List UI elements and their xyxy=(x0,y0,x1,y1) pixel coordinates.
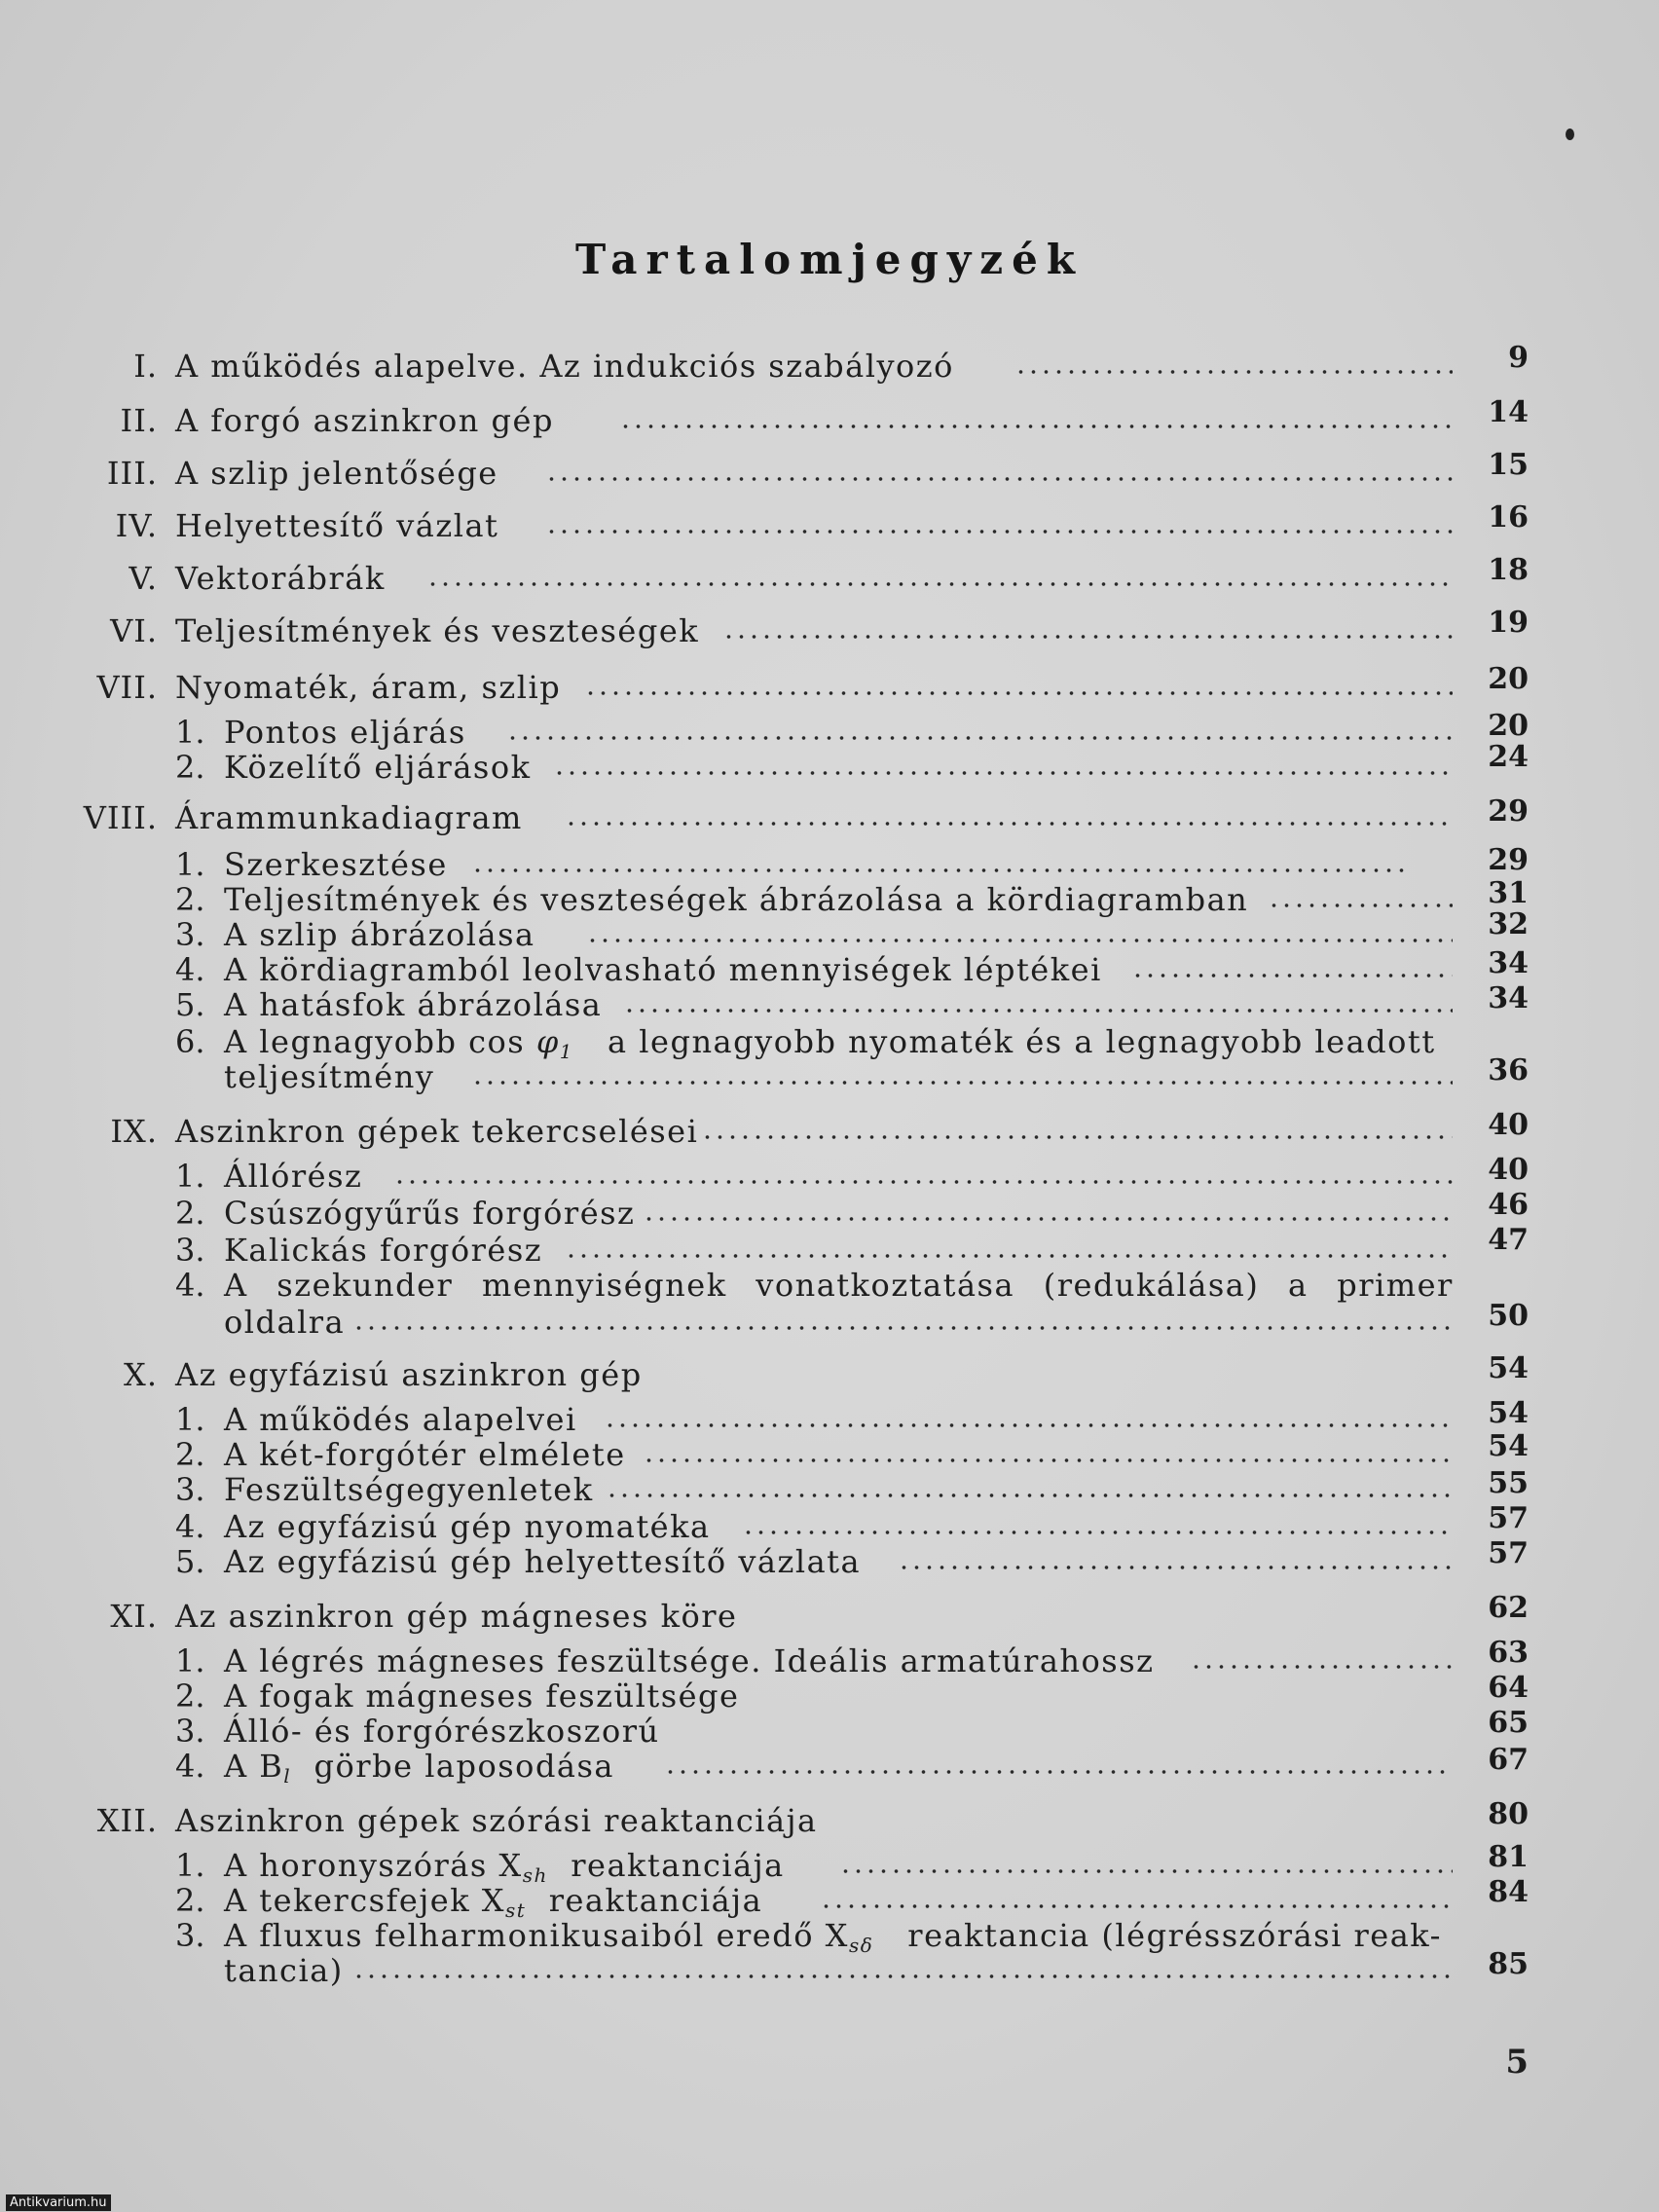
page-number: 34 xyxy=(1488,981,1529,1015)
toc-section-continued xyxy=(0,1947,1659,1990)
page-number: 67 xyxy=(1488,1743,1529,1777)
section-title-part: A B xyxy=(224,1748,284,1785)
toc-section xyxy=(0,1266,1659,1305)
page-number: 81 xyxy=(1488,1840,1529,1874)
page-number: 65 xyxy=(1488,1706,1529,1740)
dot-leader xyxy=(545,477,1453,481)
dot-leader xyxy=(1268,903,1453,907)
section-number: 4. xyxy=(175,1267,205,1304)
chapter-title: Az aszinkron gép mágneses köre xyxy=(175,1598,738,1635)
section-title: Teljesítmények és veszteségek ábrázolása a kördiagramban xyxy=(224,881,1249,918)
dot-leader xyxy=(643,1458,1453,1462)
chapter-title: Aszinkron gépek szórási reaktanciája xyxy=(175,1802,818,1839)
toc-section xyxy=(0,1223,1659,1270)
dot-leader xyxy=(820,1904,1453,1908)
chapter-title: Helyettesítő vázlat xyxy=(175,507,499,544)
page-number: 32 xyxy=(1488,907,1529,941)
dot-leader xyxy=(1190,1665,1453,1669)
section-title xyxy=(224,1747,614,1795)
toc-section xyxy=(0,1536,1659,1581)
chapter-title: Nyomaték, áram, szlip xyxy=(175,669,562,706)
chapter-title: Aszinkron gépek tekercselései xyxy=(175,1113,699,1150)
page-number: 85 xyxy=(1488,1947,1529,1981)
page-number: 14 xyxy=(1488,395,1529,429)
chapter-title: A forgó aszinkron gép xyxy=(175,402,554,439)
page-number: 31 xyxy=(1488,876,1529,910)
toc-section xyxy=(0,845,1659,884)
page-number: 84 xyxy=(1488,1875,1529,1909)
section-number: 3. xyxy=(175,1713,205,1750)
chapter-number: X. xyxy=(124,1356,158,1393)
dot-leader xyxy=(586,939,1453,942)
dot-leader xyxy=(722,635,1453,639)
section-title: Szerkesztése xyxy=(224,846,448,883)
section-title-part: A legnagyobb cos xyxy=(224,1023,526,1060)
chapter-title: Vektorábrák xyxy=(175,560,386,597)
section-title-line2: tancia) xyxy=(224,1952,344,1989)
folio-page-number: 5 xyxy=(1505,2043,1529,2082)
section-title-part: reaktanciája xyxy=(571,1847,785,1884)
section-title-line2: oldalra xyxy=(224,1304,346,1341)
chapter-title: Az egyfázisú aszinkron gép xyxy=(175,1356,643,1393)
page-number: 57 xyxy=(1488,1501,1529,1535)
section-number: 6. xyxy=(175,1023,205,1060)
toc-chapter-3 xyxy=(0,448,1659,493)
toc-section xyxy=(0,907,1659,954)
section-number: 2. xyxy=(175,749,205,786)
page-number: 9 xyxy=(1508,341,1529,375)
toc-section xyxy=(0,981,1659,1024)
dot-leader xyxy=(393,1180,1453,1184)
dot-leader xyxy=(606,1493,1453,1497)
toc-section xyxy=(0,1636,1659,1680)
section-number: 3. xyxy=(175,916,205,953)
toc-section xyxy=(0,946,1659,989)
dot-leader xyxy=(643,1217,1453,1221)
section-number: 2. xyxy=(175,1882,205,1919)
section-number: 3. xyxy=(175,1232,205,1269)
chapter-number: V. xyxy=(129,560,158,597)
toc-section xyxy=(0,1153,1659,1196)
section-number: 5. xyxy=(175,1543,205,1580)
dot-leader xyxy=(839,1869,1453,1873)
phi-symbol: φ xyxy=(535,1023,560,1060)
toc-chapter-9 xyxy=(0,1108,1659,1151)
toc-chapter-8 xyxy=(0,794,1659,837)
page-number: 16 xyxy=(1488,500,1529,535)
dot-leader xyxy=(565,1254,1453,1258)
toc-section xyxy=(0,1022,1659,1061)
page-number: 40 xyxy=(1488,1153,1529,1187)
toc-section xyxy=(0,1840,1659,1887)
page-number: 57 xyxy=(1488,1536,1529,1570)
page-number: 64 xyxy=(1488,1671,1529,1705)
section-number: 2. xyxy=(175,1195,205,1232)
section-title-part: A fluxus felharmonikusaiból eredő X xyxy=(224,1917,849,1954)
page-number: 54 xyxy=(1488,1396,1529,1430)
page-number: 19 xyxy=(1488,606,1529,640)
section-number: 1. xyxy=(175,714,205,751)
dot-leader xyxy=(352,1974,1453,1978)
section-title: Pontos eljárás xyxy=(224,714,466,751)
page-number: 40 xyxy=(1488,1108,1529,1142)
section-number: 2. xyxy=(175,1436,205,1473)
page-number: 47 xyxy=(1488,1223,1529,1257)
section-title: A légrés mágneses feszültsége. Ideális armatúrahossz xyxy=(224,1642,1155,1679)
section-title-line2: teljesítmény xyxy=(224,1058,435,1095)
section-title-part: reaktancia (légrésszórási reak- xyxy=(907,1917,1442,1954)
toc-section-continued xyxy=(0,1053,1659,1096)
section-title: Az egyfázisú gép nyomatéka xyxy=(224,1508,711,1545)
section-number: 1. xyxy=(175,846,205,883)
toc-section xyxy=(0,1501,1659,1546)
section-number: 3. xyxy=(175,1917,205,1954)
chapter-number: III. xyxy=(106,455,158,492)
section-number: 1. xyxy=(175,1401,205,1438)
section-title: Csúszógyűrűs forgórész xyxy=(224,1195,636,1232)
section-number: 1. xyxy=(175,1158,205,1195)
page-number: 34 xyxy=(1488,946,1529,980)
dot-leader xyxy=(1014,370,1453,374)
dot-leader xyxy=(506,736,1453,740)
dot-leader xyxy=(553,771,1453,775)
section-number: 2. xyxy=(175,881,205,918)
dot-leader xyxy=(352,1326,1453,1330)
section-title: Feszültségegyenletek xyxy=(224,1471,594,1508)
chapter-number: VIII. xyxy=(83,799,158,836)
section-number: 2. xyxy=(175,1677,205,1714)
toc-section xyxy=(0,1429,1659,1474)
subscript: sδ xyxy=(848,1934,874,1957)
section-title: Állórész xyxy=(224,1158,363,1195)
section-title: A fogak mágneses feszültsége xyxy=(224,1677,740,1714)
dot-leader xyxy=(426,582,1453,586)
toc-chapter-6 xyxy=(0,606,1659,650)
toc-chapter-2 xyxy=(0,395,1659,440)
dot-leader xyxy=(742,1530,1453,1534)
page-number: 15 xyxy=(1488,448,1529,482)
section-title: Az egyfázisú gép helyettesítő vázlata xyxy=(224,1543,862,1580)
page-title: Tartalomjegyzék xyxy=(575,236,1084,283)
dot-leader xyxy=(1131,974,1453,977)
chapter-number: IV. xyxy=(115,507,158,544)
section-title: A hatásfok ábrázolása xyxy=(224,986,603,1023)
section-title: A két-forgótér elmélete xyxy=(224,1436,626,1473)
page-number: 29 xyxy=(1488,794,1529,829)
section-title: A szlip ábrázolása xyxy=(224,916,535,953)
toc-section xyxy=(0,1743,1659,1788)
section-title: A kördiagramból leolvasható mennyiségek léptékei xyxy=(224,951,1102,988)
page-number: 80 xyxy=(1488,1797,1529,1831)
page-number: 20 xyxy=(1488,662,1529,696)
page-number: 54 xyxy=(1488,1429,1529,1463)
subscript: st xyxy=(505,1899,527,1922)
section-title-part: A horonyszórás X xyxy=(224,1847,523,1884)
dot-leader xyxy=(584,691,1453,695)
page-number: 55 xyxy=(1488,1466,1529,1500)
dot-leader xyxy=(471,868,1406,872)
dot-leader xyxy=(471,1081,1453,1085)
section-title-line1: A szekunder mennyiségnek vonatkoztatása (redukálása) a primer xyxy=(224,1267,1454,1304)
watermark: Antikvarium.hu xyxy=(6,2194,111,2211)
toc-chapter-10 xyxy=(0,1351,1659,1394)
page-number: 36 xyxy=(1488,1053,1529,1088)
page-number: 62 xyxy=(1488,1591,1529,1625)
chapter-title: Teljesítmények és veszteségek xyxy=(175,612,700,649)
dot-leader xyxy=(898,1566,1453,1569)
toc-section xyxy=(0,1188,1659,1233)
toc-section xyxy=(0,1671,1659,1715)
toc-section xyxy=(0,740,1659,787)
section-title: A működés alapelvei xyxy=(224,1401,577,1438)
dot-leader xyxy=(619,424,1453,428)
toc-chapter-12 xyxy=(0,1797,1659,1840)
section-title-part: A tekercsfejek X xyxy=(224,1882,506,1919)
toc-section xyxy=(0,1466,1659,1509)
section-number: 1. xyxy=(175,1847,205,1884)
chapter-number: VI. xyxy=(110,612,158,649)
page-number: 50 xyxy=(1488,1299,1529,1333)
page-number: 24 xyxy=(1488,740,1529,774)
dot-leader xyxy=(623,1009,1453,1013)
section-number: 4. xyxy=(175,1748,205,1785)
toc-section xyxy=(0,1706,1659,1751)
chapter-title: A szlip jelentősége xyxy=(175,455,498,492)
chapter-title: A működés alapelve. Az indukciós szabályozó xyxy=(175,348,954,385)
chapter-number: XII. xyxy=(96,1802,158,1839)
section-number: 1. xyxy=(175,1642,205,1679)
toc-chapter-7 xyxy=(0,662,1659,707)
section-title: Közelítő eljárások xyxy=(224,749,532,786)
toc-chapter-5 xyxy=(0,553,1659,598)
section-title: Álló- és forgórészkoszorú xyxy=(224,1713,660,1750)
subscript: sh xyxy=(522,1863,548,1887)
dot-leader xyxy=(664,1770,1453,1774)
chapter-number: II. xyxy=(120,402,158,439)
page-number: 29 xyxy=(1488,843,1529,877)
toc-section xyxy=(0,709,1659,752)
section-number: 4. xyxy=(175,1508,205,1545)
toc-chapter-4 xyxy=(0,500,1659,545)
chapter-number: VII. xyxy=(96,669,158,706)
dot-leader xyxy=(701,1135,1453,1139)
chapter-number: IX. xyxy=(110,1113,158,1150)
toc-chapter-11 xyxy=(0,1591,1659,1636)
dot-leader xyxy=(565,822,1453,826)
toc-section xyxy=(0,1916,1659,1955)
page-number: 18 xyxy=(1488,553,1529,587)
toc-section xyxy=(0,876,1659,919)
chapter-number: I. xyxy=(133,348,158,385)
page-number: 54 xyxy=(1488,1351,1529,1385)
section-number: 5. xyxy=(175,986,205,1023)
page-number: 63 xyxy=(1488,1636,1529,1670)
section-title-part: görbe laposodása xyxy=(313,1748,614,1785)
toc-section xyxy=(0,1396,1659,1439)
section-number: 3. xyxy=(175,1471,205,1508)
dot-leader xyxy=(545,530,1453,534)
page-number: 46 xyxy=(1488,1188,1529,1222)
section-number: 4. xyxy=(175,951,205,988)
toc-chapter-1 xyxy=(0,341,1659,386)
subscript: 1 xyxy=(559,1040,574,1063)
page-number: 20 xyxy=(1488,709,1529,743)
toc-section-continued xyxy=(0,1299,1659,1342)
ink-speck xyxy=(1566,129,1574,140)
section-title: Kalickás forgórész xyxy=(224,1232,543,1269)
subscript: l xyxy=(283,1764,292,1788)
chapter-title: Árammunkadiagram xyxy=(175,799,523,836)
dot-leader xyxy=(604,1423,1453,1427)
chapter-number: XI. xyxy=(110,1598,158,1635)
section-title-part: a legnagyobb nyomaték és a legnagyobb leadott xyxy=(608,1023,1436,1060)
section-title-part: reaktanciája xyxy=(548,1882,763,1919)
